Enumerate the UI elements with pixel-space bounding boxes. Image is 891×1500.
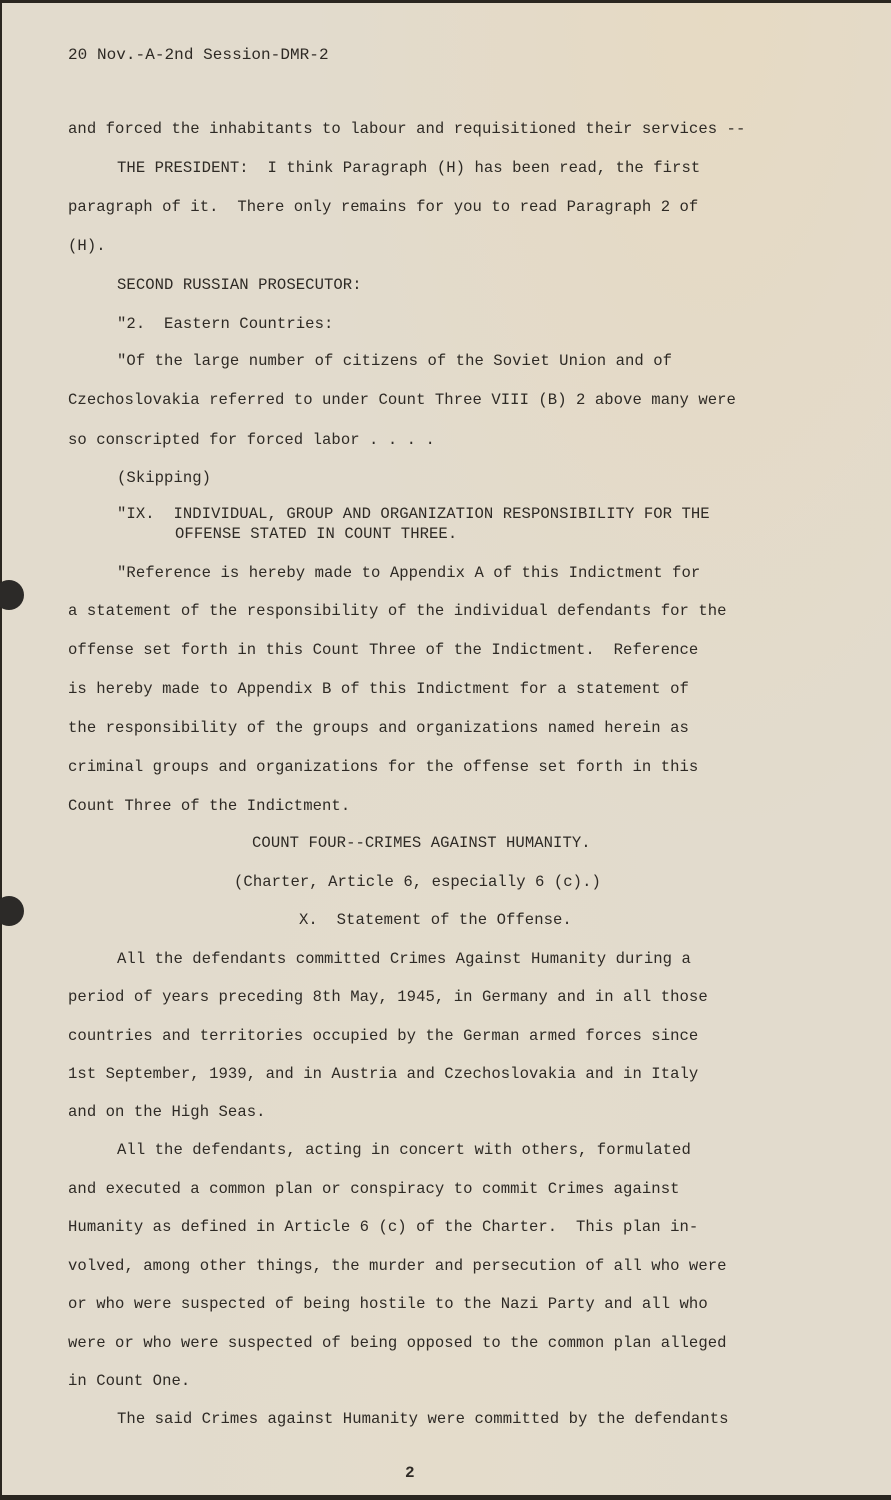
page-header: 20 Nov.-A-2nd Session-DMR-2 bbox=[68, 46, 329, 64]
text-line: volved, among other things, the murder and persecution of all who were bbox=[68, 1257, 727, 1275]
text-line: Humanity as defined in Article 6 (c) of the Charter. This plan in- bbox=[68, 1218, 699, 1236]
text-line: so conscripted for forced labor . . . . bbox=[68, 431, 435, 449]
text-line: Count Three of the Indictment. bbox=[68, 797, 351, 815]
text-line: "Reference is hereby made to Appendix A of this Indictment for bbox=[117, 564, 701, 582]
text-line: 1st September, 1939, and in Austria and Czechoslovakia and in Italy bbox=[68, 1065, 699, 1083]
text-line: criminal groups and organizations for the offense set forth in this bbox=[68, 758, 699, 776]
text-line: and forced the inhabitants to labour and requisitioned their services -- bbox=[68, 120, 746, 138]
section-heading: OFFENSE STATED IN COUNT THREE. bbox=[175, 525, 458, 543]
text-line: the responsibility of the groups and organizations named herein as bbox=[68, 719, 689, 737]
text-line: and executed a common plan or conspiracy to commit Crimes against bbox=[68, 1180, 680, 1198]
text-line: "Of the large number of citizens of the Soviet Union and of bbox=[117, 352, 673, 370]
binder-hole bbox=[0, 580, 24, 610]
page-number: 2 bbox=[405, 1464, 415, 1482]
text-line: offense set forth in this Count Three of the Indictment. Reference bbox=[68, 641, 699, 659]
text-line: "2. Eastern Countries: bbox=[117, 315, 334, 333]
text-line: THE PRESIDENT: I think Paragraph (H) has been read, the first bbox=[117, 159, 701, 177]
text-line: period of years preceding 8th May, 1945, in Germany and in all those bbox=[68, 988, 708, 1006]
text-line: (Skipping) bbox=[117, 469, 212, 487]
text-line: countries and territories occupied by the German armed forces since bbox=[68, 1027, 699, 1045]
text-line: All the defendants, acting in concert with others, formulated bbox=[117, 1141, 691, 1159]
text-line: paragraph of it. There only remains for you to read Paragraph 2 of bbox=[68, 198, 699, 216]
count-heading: COUNT FOUR--CRIMES AGAINST HUMANITY. bbox=[252, 834, 591, 852]
text-line: in Count One. bbox=[68, 1372, 191, 1390]
document-page bbox=[2, 3, 891, 1495]
text-line: (H). bbox=[68, 237, 106, 255]
section-heading: "IX. INDIVIDUAL, GROUP AND ORGANIZATION RESPONSIBILITY FOR THE bbox=[117, 505, 710, 523]
speaker-label: SECOND RUSSIAN PROSECUTOR: bbox=[117, 276, 362, 294]
text-line: Czechoslovakia referred to under Count Three VIII (B) 2 above many were bbox=[68, 391, 736, 409]
text-line: All the defendants committed Crimes Against Humanity during a bbox=[117, 950, 691, 968]
text-line: or who were suspected of being hostile to the Nazi Party and all who bbox=[68, 1295, 708, 1313]
text-line: a statement of the responsibility of the individual defendants for the bbox=[68, 602, 727, 620]
binder-hole bbox=[0, 896, 24, 926]
count-subheading: (Charter, Article 6, especially 6 (c).) bbox=[234, 873, 601, 891]
text-line: and on the High Seas. bbox=[68, 1103, 266, 1121]
text-line: is hereby made to Appendix B of this Indictment for a statement of bbox=[68, 680, 689, 698]
section-heading: X. Statement of the Offense. bbox=[299, 911, 572, 929]
text-line: The said Crimes against Humanity were committed by the defendants bbox=[117, 1410, 729, 1428]
text-line: were or who were suspected of being opposed to the common plan alleged bbox=[68, 1334, 727, 1352]
